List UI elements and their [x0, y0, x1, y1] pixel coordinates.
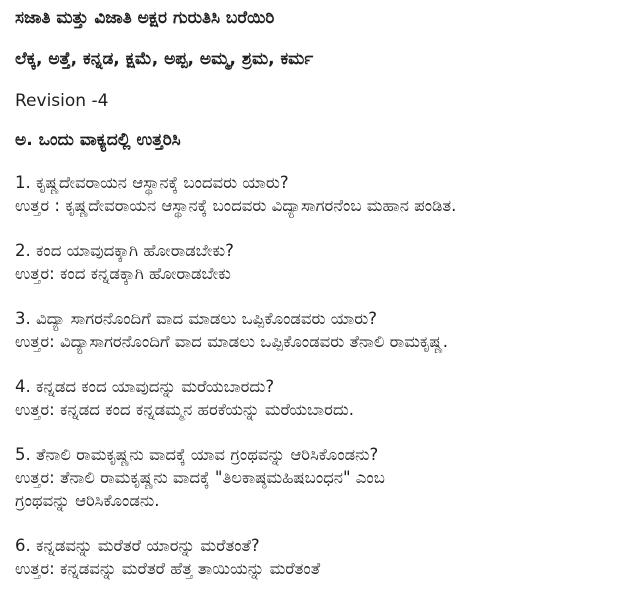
qa-item-6: [15, 534, 603, 580]
answer-text: ಉತ್ತರ: ಕನ್ನಡದ ಕಂದ ಕನ್ನಡಮ್ಮನ ಹರಕೆಯನ್ನು ಮರೆಯಬಾರದು.: [15, 400, 355, 419]
answer-text: ಉತ್ತರ: ಕನ್ನಡವನ್ನು ಮರೆತರೆ ಹೆತ್ತ ತಾಯಿಯನ್ನು ಮರೆತಂತೆ: [15, 559, 321, 578]
question-text: 6. ಕನ್ನಡವನ್ನು ಮರೆತರೆ ಯಾರನ್ನು ಮರೆತಂತೆ?: [15, 536, 260, 555]
qa-item-2: [15, 239, 603, 285]
answer-text-continued: ಗ್ರಂಥವನ್ನು ಆರಿಸಿಕೊಂಡನು.: [15, 491, 160, 510]
revision-label: Revision -4: [15, 91, 109, 111]
question-text: 2. ಕಂದ ಯಾವುದಕ್ಕಾಗಿ ಹೋರಾಡಬೇಕು?: [15, 241, 234, 260]
question-text: 1. ಕೃಷ್ಣದೇವರಾಯನ ಆಸ್ಥಾನಕ್ಕೆ ಬಂದವರು ಯಾರು?: [15, 173, 289, 192]
question-text: 3. ವಿದ್ಯಾ ಸಾಗರನೊಂದಿಗೆ ವಾದ ಮಾಡಲು ಒಪ್ಪಿಕೊಂಡವರು ಯಾರು?: [15, 309, 377, 328]
qa-item-4: [15, 375, 603, 421]
answer-text: ಉತ್ತರ : ಕೃಷ್ಣದೇವರಾಯನ ಆಸ್ಥಾನಕ್ಕೆ ಬಂದವರು ವಿದ್ಯಾಸಾಗರನೆಂಬ ಮಹಾನ ಪಂಡಿತ.: [15, 196, 457, 215]
answer-text: ಉತ್ತರ: ಕಂದ ಕನ್ನಡಕ್ಕಾಗಿ ಹೋರಾಡಬೇಕು: [15, 264, 231, 283]
section-title: ಅ. ಒಂದು ವಾಕ್ಯದಲ್ಲಿ ಉತ್ತರಿಸಿ: [15, 130, 181, 150]
word-list: ಲೆಕ್ಕ, ಅತ್ತೆ, ಕನ್ನಡ, ಕ್ಷಮೆ, ಅಪ್ಪ, ಅಮ್ಮ, ಶ್ರಮ, ಕರ್ಮ: [15, 49, 314, 69]
answer-text: ಉತ್ತರ: ವಿದ್ಯಾಸಾಗರನೊಂದಿಗೆ ವಾದ ಮಾಡಲು ಒಪ್ಪಿಕೊಂಡವರು ತೆನಾಲಿ ರಾಮಕೃಷ್ಣ.: [15, 332, 449, 351]
exercise-title: ಸಜಾತಿ ಮತ್ತು ವಿಜಾತಿ ಅಕ್ಷರ ಗುರುತಿಸಿ ಬರೆಯಿರಿ: [15, 8, 275, 28]
qa-item-3: [15, 307, 603, 353]
question-text: 5. ತೆನಾಲಿ ರಾಮಕೃಷ್ಣನು ವಾದಕ್ಕೆ ಯಾವ ಗ್ರಂಥವನ್ನು ಆರಿಸಿಕೊಂಡನು?: [15, 445, 379, 464]
qa-item-5: [15, 443, 603, 512]
qa-item-1: [15, 171, 603, 217]
question-text: 4. ಕನ್ನಡದ ಕಂದ ಯಾವುದನ್ನು ಮರೆಯಬಾರದು?: [15, 377, 275, 396]
answer-text: ಉತ್ತರ: ತೆನಾಲಿ ರಾಮಕೃಷ್ಣನು ವಾದಕ್ಕೆ "ತಿಲಕಾಷ್ಠಮಹಿಷಬಂಧನ" ಎಂಬ: [15, 468, 385, 487]
